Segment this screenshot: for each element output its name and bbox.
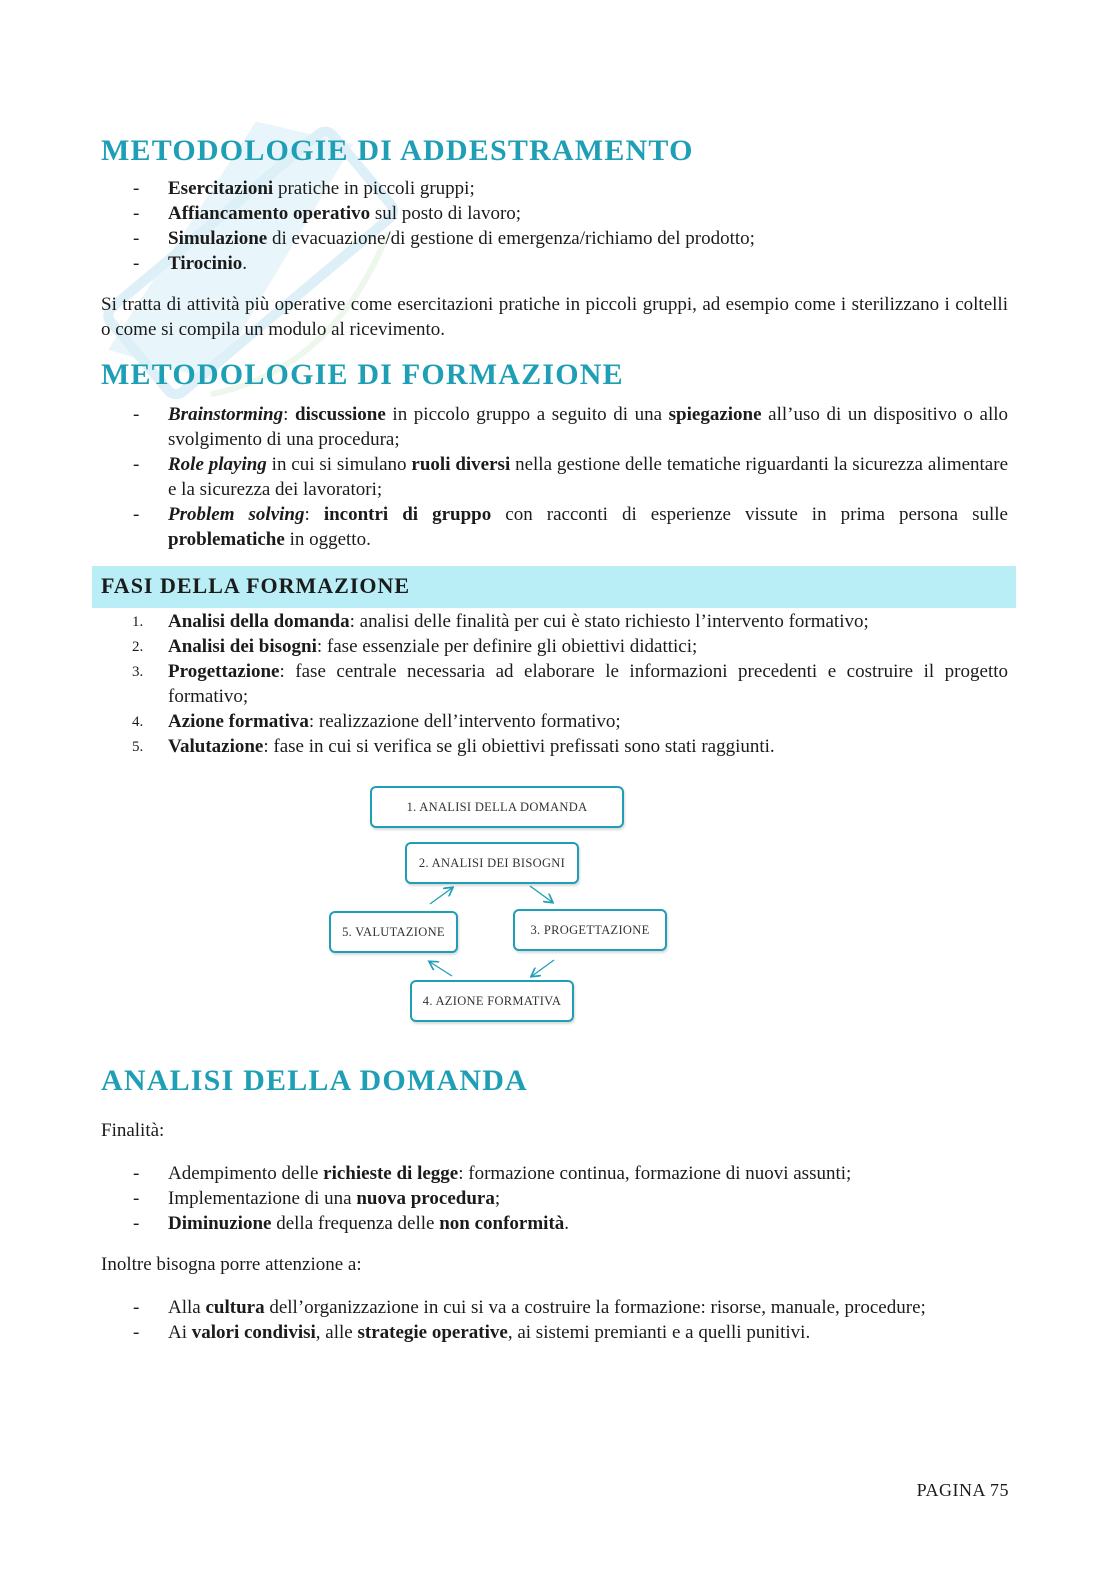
- item-text: in oggetto.: [284, 529, 371, 550]
- item-bold: non conformità: [439, 1213, 565, 1234]
- page-number: PAGINA 75: [916, 1480, 1009, 1500]
- attenzione-label: Inoltre bisogna porre attenzione a:: [101, 1254, 362, 1275]
- item-text: : fase essenziale per definire gli obiettivi didattici;: [316, 636, 698, 657]
- item-term: Problem solving: [168, 504, 305, 525]
- item-text: , ai sistemi premianti e a quelli punitivi.: [507, 1322, 811, 1343]
- dash-marker: -: [133, 178, 140, 199]
- item-bold: discussione: [295, 404, 386, 425]
- number-marker: 4.: [132, 714, 144, 730]
- item-term: Brainstorming: [168, 404, 284, 425]
- list-finalita: [0, 1161, 1008, 1236]
- arrow-4-to-5: [430, 962, 452, 976]
- list-item: [0, 176, 1008, 201]
- list-fasi: [0, 609, 1008, 759]
- list-item: [0, 251, 1008, 276]
- dash-marker: -: [133, 1213, 140, 1234]
- item-bold: Affiancamento operativo: [168, 203, 371, 224]
- dash-marker: -: [133, 404, 140, 425]
- item-text: in cui si simulano: [266, 454, 412, 475]
- list-item: [0, 502, 1008, 552]
- list-attenzione: [0, 1295, 1008, 1345]
- item-text: .: [242, 253, 248, 274]
- item-bold: spiegazione: [668, 404, 762, 425]
- number-marker: 1.: [132, 614, 144, 630]
- item-bold: strategie operative: [357, 1322, 508, 1343]
- list-item: [0, 609, 1008, 634]
- item-bold: ruoli diversi: [411, 454, 511, 475]
- item-text: : fase in cui si verifica se gli obiettivi prefissati sono stati raggiunti.: [263, 736, 775, 757]
- item-text: Adempimento delle: [168, 1163, 324, 1184]
- item-bold: richieste di legge: [323, 1163, 459, 1184]
- item-bold: nuova procedura: [356, 1188, 495, 1209]
- item-term: Role playing: [168, 454, 267, 475]
- arrow-3-to-4: [532, 960, 554, 976]
- dash-marker: -: [133, 253, 140, 274]
- dash-marker: -: [133, 1297, 140, 1318]
- heading-fasi: FASI DELLA FORMAZIONE: [101, 573, 411, 598]
- diagram-box-azione-formativa: 4. AZIONE FORMATIVA: [410, 980, 574, 1022]
- list-formazione: [0, 402, 1008, 552]
- item-text: , alle: [315, 1322, 358, 1343]
- list-addestramento: [0, 176, 1008, 276]
- item-bold: problematiche: [168, 529, 285, 550]
- cycle-diagram: [320, 778, 680, 1038]
- list-item: [0, 1186, 1008, 1211]
- heading-formazione: METODOLOGIE DI FORMAZIONE: [101, 358, 624, 391]
- item-bold: Analisi della domanda: [168, 611, 350, 632]
- arrow-2-to-3: [530, 886, 552, 902]
- item-bold: cultura: [205, 1297, 265, 1318]
- item-text: con racconti di esperienze vissute in prima persona sulle: [491, 504, 1008, 525]
- list-item: [0, 634, 1008, 659]
- item-text: :: [304, 504, 324, 525]
- list-item: [0, 734, 1008, 759]
- list-item: [0, 1320, 1008, 1345]
- finalita-label: Finalità:: [101, 1120, 165, 1141]
- paragraph-addestramento: Si tratta di attività più operative come esercitazioni pratiche in piccoli gruppi, ad esempio come i sterilizzano i coltelli o come si compila un modulo al ricevimento.: [101, 294, 1008, 340]
- item-bold: Valutazione: [168, 736, 264, 757]
- item-bold: Tirocinio: [168, 253, 243, 274]
- dash-marker: -: [133, 1188, 140, 1209]
- item-bold: Esercitazioni: [168, 178, 274, 199]
- number-marker: 2.: [132, 639, 144, 655]
- number-marker: 5.: [132, 739, 144, 755]
- item-bold: incontri di gruppo: [323, 504, 492, 525]
- item-text: : realizzazione dell’intervento formativo;: [308, 711, 621, 732]
- item-text: Ai: [168, 1322, 192, 1343]
- list-item: [0, 1295, 1008, 1320]
- dash-marker: -: [133, 228, 140, 249]
- item-bold: Azione formativa: [168, 711, 309, 732]
- item-text: all’uso di un dispositivo o allo svolgimento di una procedura;: [168, 404, 1009, 450]
- item-text: sul posto di lavoro;: [370, 203, 522, 224]
- item-text: Alla: [168, 1297, 206, 1318]
- list-item: [0, 709, 1008, 734]
- number-marker: 3.: [132, 664, 144, 680]
- item-text: : formazione continua, formazione di nuovi assunti;: [458, 1163, 852, 1184]
- list-item: [0, 659, 1008, 709]
- list-item: [0, 1211, 1008, 1236]
- dash-marker: -: [133, 1322, 140, 1343]
- item-bold: valori condivisi: [191, 1322, 316, 1343]
- item-text: : fase centrale necessaria ad elaborare le informazioni precedenti e costruire il progetto formativo;: [168, 661, 1008, 707]
- list-item: [0, 1161, 1008, 1186]
- item-text: pratiche in piccoli gruppi;: [273, 178, 475, 199]
- item-text: nella gestione delle tematiche riguardanti la sicurezza alimentare e la sicurezza dei lavoratori;: [168, 454, 1008, 500]
- item-bold: Progettazione: [168, 661, 280, 682]
- heading-analisi-domanda: ANALISI DELLA DOMANDA: [101, 1064, 528, 1097]
- item-text: .: [564, 1213, 570, 1234]
- item-text: in piccolo gruppo a seguito di una: [385, 404, 669, 425]
- item-text: di evacuazione/di gestione di emergenza/richiamo del prodotto;: [267, 228, 755, 249]
- item-text: Implementazione di una: [168, 1188, 357, 1209]
- item-bold: Analisi dei bisogni: [168, 636, 317, 657]
- list-item: [0, 402, 1008, 452]
- item-text: dell’organizzazione in cui si va a costruire la formazione: risorse, manuale, procedure;: [264, 1297, 926, 1318]
- item-bold: Simulazione: [168, 228, 268, 249]
- dash-marker: -: [133, 504, 140, 525]
- item-text: : analisi delle finalità per cui è stato richiesto l’intervento formativo;: [349, 611, 869, 632]
- diagram-box-progettazione: 3. PROGETTAZIONE: [513, 909, 667, 951]
- dash-marker: -: [133, 1163, 140, 1184]
- dash-marker: -: [133, 454, 140, 475]
- item-text: della frequenza delle: [271, 1213, 440, 1234]
- diagram-box-analisi-bisogni: 2. ANALISI DEI BISOGNI: [405, 842, 579, 884]
- item-text: :: [283, 404, 295, 425]
- section-band-fasi: [92, 566, 1016, 608]
- item-text: ;: [494, 1188, 501, 1209]
- diagram-box-valutazione: 5. VALUTAZIONE: [329, 911, 458, 953]
- diagram-box-analisi-domanda: 1. ANALISI DELLA DOMANDA: [370, 786, 624, 828]
- arrow-5-to-2: [430, 888, 452, 904]
- item-bold: Diminuzione: [168, 1213, 272, 1234]
- list-item: [0, 226, 1008, 251]
- list-item: [0, 201, 1008, 226]
- list-item: [0, 452, 1008, 502]
- dash-marker: -: [133, 203, 140, 224]
- heading-addestramento: METODOLOGIE DI ADDESTRAMENTO: [101, 134, 694, 167]
